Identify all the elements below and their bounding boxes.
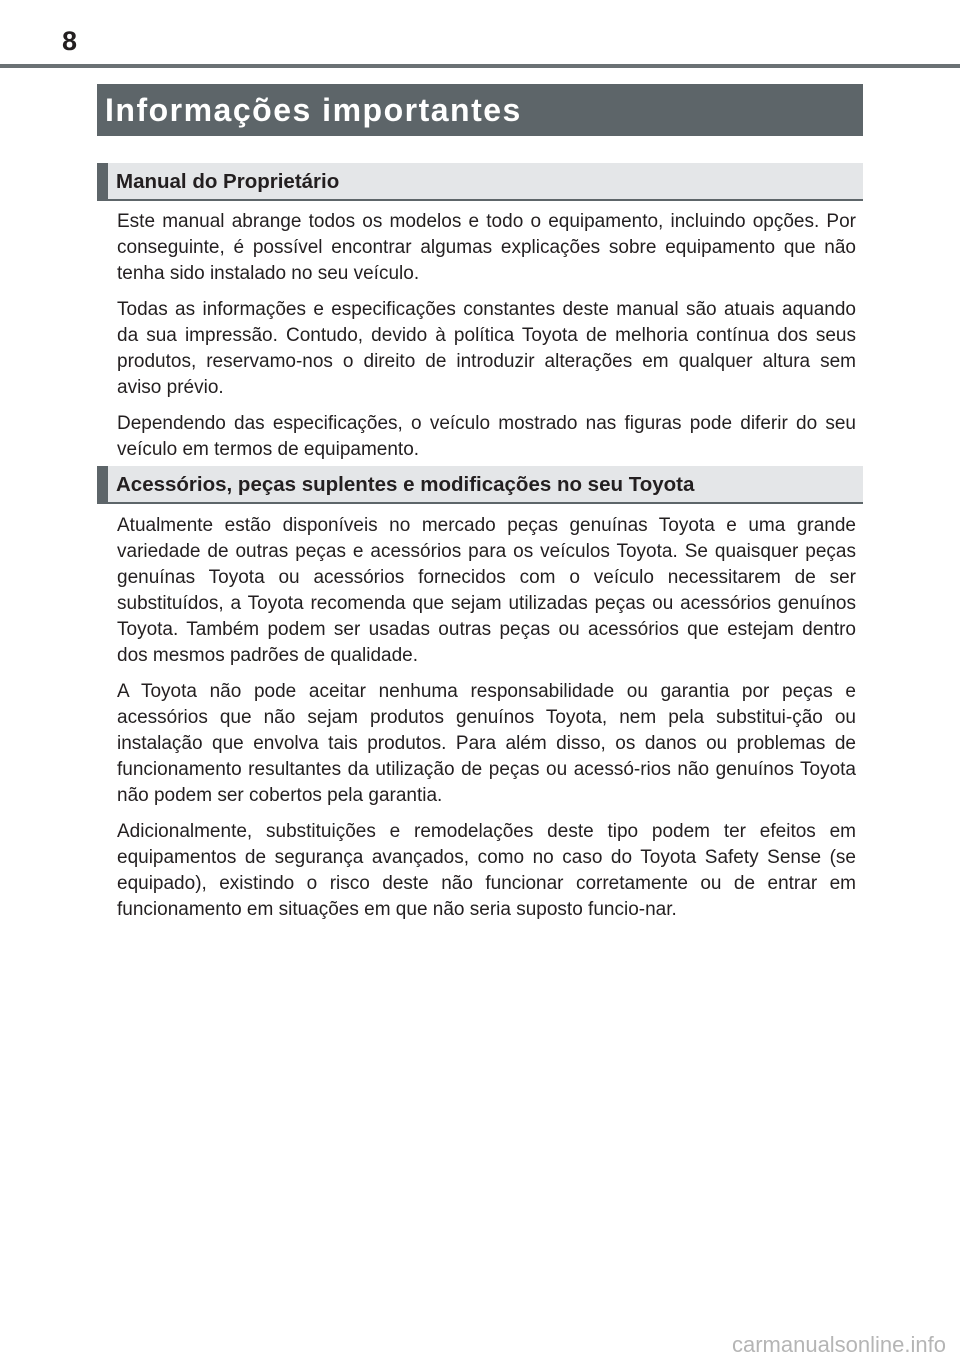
chapter-title: Informações importantes xyxy=(105,92,522,128)
chapter-banner xyxy=(97,84,863,136)
paragraph: Dependendo das especificações, o veículo mostrado nas figuras pode diferir do seu veículo em termos de equipamento. xyxy=(117,413,856,460)
section-heading-text: Manual do Proprietário xyxy=(116,170,340,193)
page-number: 8 xyxy=(62,26,78,56)
top-rule xyxy=(0,64,960,68)
paragraph: Este manual abrange todos os modelos e todo o equipamento, incluindo opções. Por conseguinte, é possível encontrar algumas explicações sobre equipamento que não tenha sido instalado no seu veículo. xyxy=(117,211,856,284)
paragraph: A Toyota não pode aceitar nenhuma responsabilidade ou garantia por peças e acessórios que não sejam produtos genuínos Toyota, nem pela substitui-ção ou instalação que envolva tais produtos. Para além disso, os danos ou problemas de funcionamento resultantes da utilização de peças ou acessó-rios não genuínos Toyota não podem ser cobertos pela garantia. xyxy=(117,681,856,806)
section-body-manual xyxy=(117,209,856,473)
paragraph: Todas as informações e especificações constantes deste manual são atuais aquando da sua impressão. Contudo, devido à política Toyota de melhoria contínua dos seus produtos, reservamo-nos o direito de introduzir alterações em qualquer altura sem aviso prévio. xyxy=(117,299,856,398)
section-body-accessories xyxy=(117,513,856,933)
watermark: carmanualsonline.info xyxy=(731,1332,946,1357)
paragraph: Atualmente estão disponíveis no mercado peças genuínas Toyota e uma grande variedade de outras peças e acessórios para os veículos Toyota. Se quaisquer peças genuínas Toyota ou acessórios fornecidos com o veículo necessitarem de ser substituídos, a Toyota recomenda que sejam utilizadas peças ou acessórios genuínos Toyota. Também podem ser usadas outras peças ou acessórios que estejam dentro dos mesmos padrões de qualidade. xyxy=(117,515,856,666)
paragraph: Adicionalmente, substituições e remodelações deste tipo podem ter efeitos em equipamentos de segurança avançados, como no caso do Toyota Safety Sense (se equipado), existindo o risco deste não funcionar corretamente ou de entrar em funcionamento em situações em que não seria suposto funcio-nar. xyxy=(117,821,856,920)
section-heading-accessories xyxy=(97,466,863,504)
section-heading-manual xyxy=(97,163,863,201)
section-heading-text: Acessórios, peças suplentes e modificações no seu Toyota xyxy=(116,473,695,496)
